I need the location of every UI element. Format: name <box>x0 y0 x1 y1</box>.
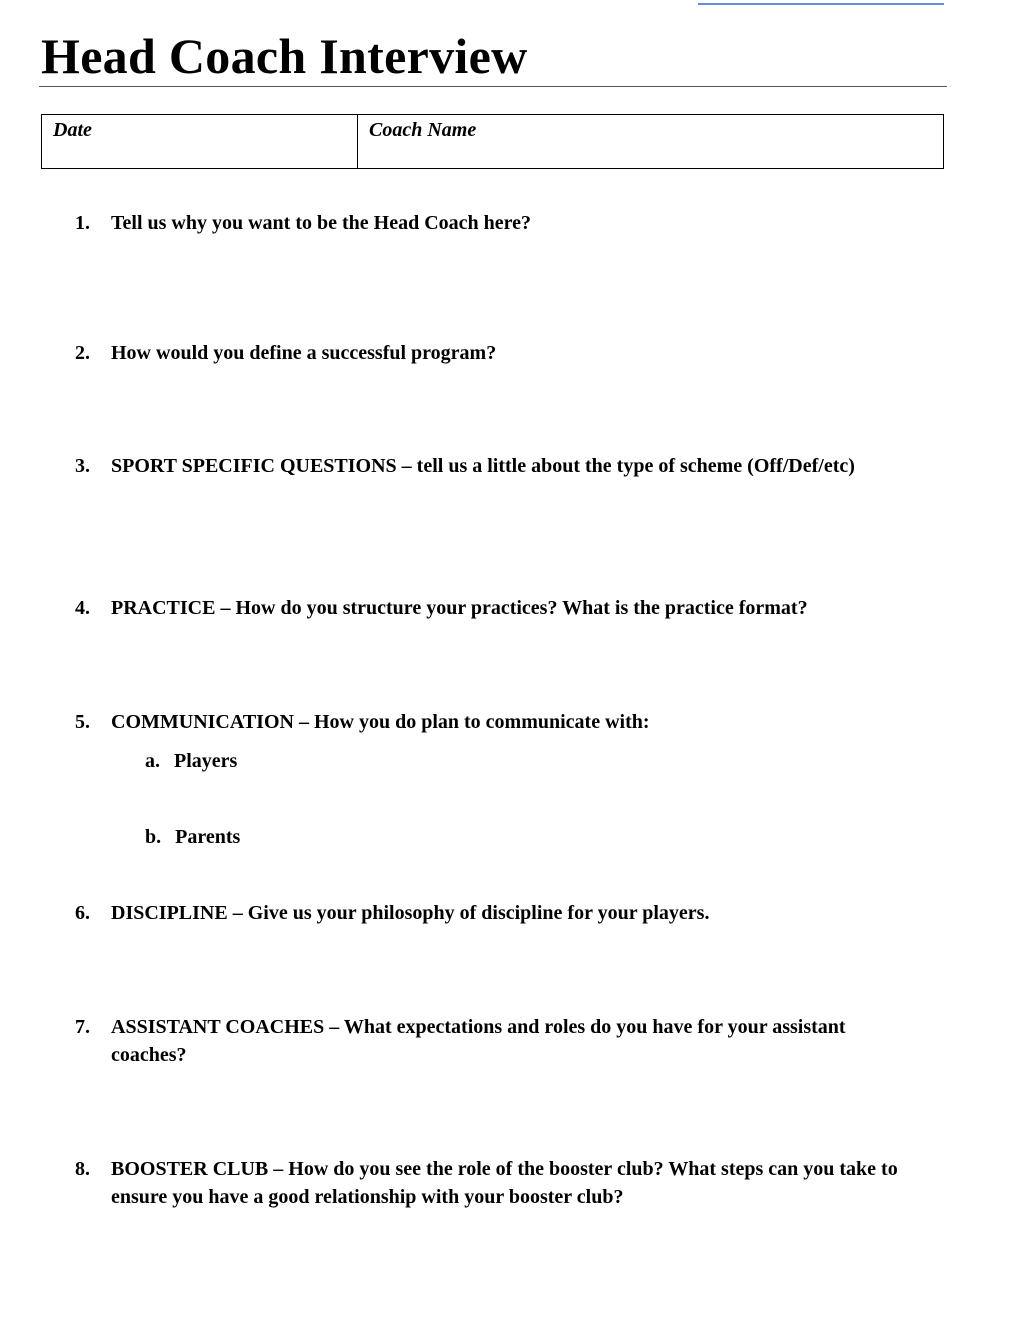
question-number: 8. <box>75 1158 90 1180</box>
top-link-fragment <box>698 0 944 5</box>
interview-header-table <box>41 114 944 169</box>
question-text: PRACTICE – How do you structure your practices? What is the practice format? <box>111 597 808 619</box>
subitem-letter: b. <box>145 826 162 848</box>
question-number: 7. <box>75 1016 90 1038</box>
subitem-text: Parents <box>175 826 241 848</box>
question-text: SPORT SPECIFIC QUESTIONS – tell us a little about the type of scheme (Off/Def/etc) <box>111 455 855 477</box>
title-divider <box>39 86 947 87</box>
question-2 <box>75 339 955 367</box>
question-number: 2. <box>75 342 90 364</box>
question-text: DISCIPLINE – Give us your philosophy of discipline for your players. <box>111 902 710 924</box>
question-text: Tell us why you want to be the Head Coach here? <box>111 212 532 234</box>
question-5 <box>75 708 955 736</box>
subitem-players <box>145 747 237 775</box>
subitem-parents <box>145 823 240 851</box>
subitem-letter: a. <box>145 750 160 772</box>
date-label: Date <box>53 119 92 141</box>
question-number: 4. <box>75 597 90 619</box>
question-7 <box>75 1013 895 1069</box>
subitem-text: Players <box>174 750 238 772</box>
question-number: 1. <box>75 212 90 234</box>
question-text: BOOSTER CLUB – How do you see the role of the booster club? What steps can you take to ensure you have a good relationship with your booster club? <box>111 1158 898 1208</box>
question-number: 3. <box>75 455 90 477</box>
question-3 <box>75 452 865 480</box>
question-text: How would you define a successful program? <box>111 342 497 364</box>
question-number: 6. <box>75 902 90 924</box>
date-field[interactable] <box>42 115 358 169</box>
coach-name-label: Coach Name <box>369 119 477 141</box>
question-text: ASSISTANT COACHES – What expectations and roles do you have for your assistant coaches? <box>111 1016 846 1066</box>
coach-name-field[interactable] <box>358 115 944 169</box>
question-8 <box>75 1155 940 1211</box>
question-6 <box>75 899 955 927</box>
header-row <box>42 115 944 169</box>
question-1 <box>75 209 955 237</box>
question-4 <box>75 594 955 622</box>
question-text: COMMUNICATION – How you do plan to communicate with: <box>111 711 650 733</box>
page-title: Head Coach Interview <box>41 28 528 84</box>
question-number: 5. <box>75 711 90 733</box>
